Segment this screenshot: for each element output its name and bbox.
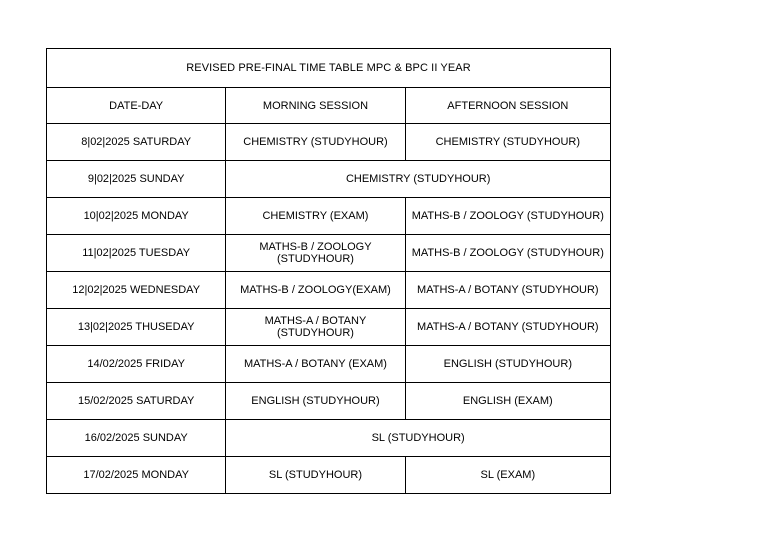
header-morning-session: MORNING SESSION (226, 88, 405, 124)
header-row (47, 88, 611, 124)
morning-cell: MATHS-A / BOTANY (STUDYHOUR) (226, 309, 405, 346)
merged-session-cell: SL (STUDYHOUR) (226, 420, 611, 457)
morning-cell: ENGLISH (STUDYHOUR) (226, 383, 405, 420)
date-cell: 9|02|2025 SUNDAY (47, 161, 226, 198)
table-row (47, 235, 611, 272)
date-cell: 17/02/2025 MONDAY (47, 457, 226, 494)
date-cell: 10|02|2025 MONDAY (47, 198, 226, 235)
afternoon-cell: SL (EXAM) (405, 457, 610, 494)
date-cell: 15/02/2025 SATURDAY (47, 383, 226, 420)
morning-cell: MATHS-B / ZOOLOGY(EXAM) (226, 272, 405, 309)
date-cell: 12|02|2025 WEDNESDAY (47, 272, 226, 309)
date-cell: 16/02/2025 SUNDAY (47, 420, 226, 457)
date-cell: 13|02|2025 THUSEDAY (47, 309, 226, 346)
table-row (47, 124, 611, 161)
title-row (47, 49, 611, 88)
header-afternoon-session: AFTERNOON SESSION (405, 88, 610, 124)
table-row (47, 309, 611, 346)
timetable (46, 48, 611, 494)
morning-cell: MATHS-A / BOTANY (EXAM) (226, 346, 405, 383)
table-row (47, 198, 611, 235)
morning-cell: CHEMISTRY (EXAM) (226, 198, 405, 235)
table-row (47, 420, 611, 457)
date-cell: 8|02|2025 SATURDAY (47, 124, 226, 161)
table-row (47, 272, 611, 309)
afternoon-cell: MATHS-B / ZOOLOGY (STUDYHOUR) (405, 198, 610, 235)
afternoon-cell: MATHS-B / ZOOLOGY (STUDYHOUR) (405, 235, 610, 272)
table-row (47, 346, 611, 383)
table-title: REVISED PRE-FINAL TIME TABLE MPC & BPC II YEAR (47, 49, 611, 88)
date-cell: 14/02/2025 FRIDAY (47, 346, 226, 383)
morning-cell: CHEMISTRY (STUDYHOUR) (226, 124, 405, 161)
table-row (47, 457, 611, 494)
table-row (47, 383, 611, 420)
morning-cell: SL (STUDYHOUR) (226, 457, 405, 494)
merged-session-cell: CHEMISTRY (STUDYHOUR) (226, 161, 611, 198)
afternoon-cell: CHEMISTRY (STUDYHOUR) (405, 124, 610, 161)
date-cell: 11|02|2025 TUESDAY (47, 235, 226, 272)
table-row (47, 161, 611, 198)
afternoon-cell: ENGLISH (EXAM) (405, 383, 610, 420)
header-date-day: DATE-DAY (47, 88, 226, 124)
afternoon-cell: MATHS-A / BOTANY (STUDYHOUR) (405, 272, 610, 309)
morning-cell: MATHS-B / ZOOLOGY (STUDYHOUR) (226, 235, 405, 272)
afternoon-cell: MATHS-A / BOTANY (STUDYHOUR) (405, 309, 610, 346)
afternoon-cell: ENGLISH (STUDYHOUR) (405, 346, 610, 383)
